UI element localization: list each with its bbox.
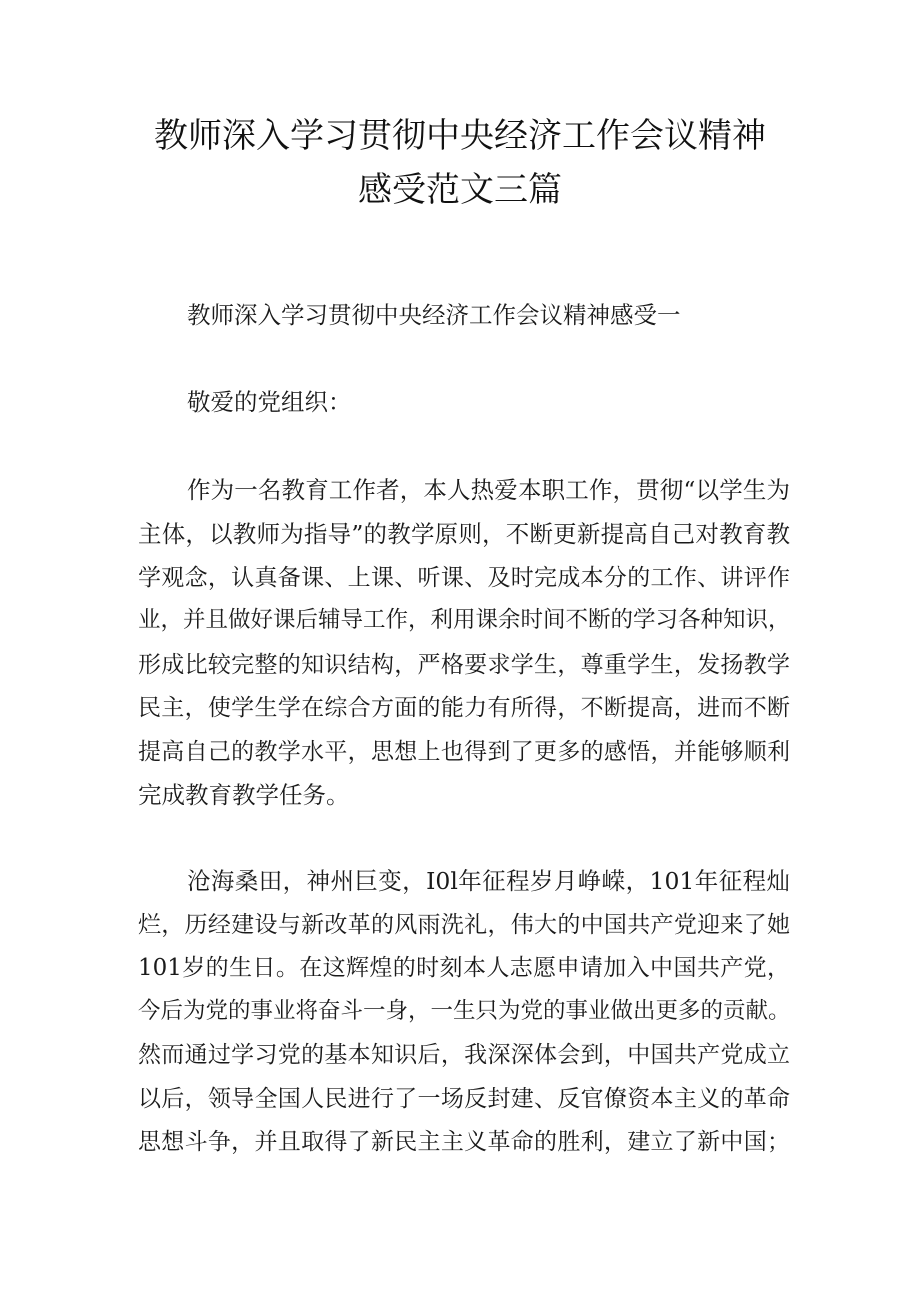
paragraph-1-line-5: 形成比较完整的知识结构，严格要求学生，尊重学生，发扬教学 [138, 652, 790, 678]
paragraph-1-line-7: 提高自己的教学水平，思想上也得到了更多的感悟，并能够顺利 [138, 739, 790, 765]
paragraph-2-line-5: 然而通过学习党的基本知识后，我深深体会到，中国共产党成立 [138, 1042, 790, 1068]
paragraph-2-line-6: 以后，领导全国人民进行了一场反封建、反官僚资本主义的革命 [138, 1086, 790, 1112]
paragraph-1-line-3: 学观念，认真备课、上课、听课、及时完成本分的工作、讲评作 [138, 565, 790, 591]
salutation: 敬爱的党组织： [187, 388, 352, 416]
paragraph-2-line-4: 今后为党的事业将奋斗一身，一生只为党的事业做出更多的贡献。 [138, 998, 791, 1024]
paragraph-2-line-7: 思想斗争，并且取得了新民主主义革命的胜利，建立了新中国； [138, 1129, 790, 1155]
document-title-line-2: 感受范文三篇 [358, 170, 562, 210]
paragraph-1-line-2: 主体，以教师为指导”的教学原则，不断更新提高自己对教育教 [138, 520, 790, 548]
paragraph-1-line-6: 民主，使学生学在综合方面的能力有所得，不断提高，进而不断 [138, 695, 790, 721]
document-title-line-1: 教师深入学习贯彻中央经济工作会议精神 [154, 116, 766, 156]
paragraph-1-line-1: 作为一名教育工作者，本人热爱本职工作，贯彻“以学生为 [187, 476, 790, 504]
section-heading: 教师深入学习贯彻中央经济工作会议精神感受一 [187, 301, 681, 329]
paragraph-1-line-8: 完成教育教学任务。 [138, 781, 350, 809]
paragraph-2-line-3: 101岁的生日。在这辉煌的时刻本人志愿申请加入中国共产党， [138, 955, 790, 981]
paragraph-1-line-4: 业，并且做好课后辅导工作，利用课余时间不断的学习各种知识， [138, 607, 791, 633]
paragraph-2-line-1: 沧海桑田，神州巨变，I0l年征程岁月峥嵘，101年征程灿 [187, 867, 790, 895]
paragraph-2-line-2: 烂，历经建设与新改革的风雨洗礼，伟大的中国共产党迎来了她 [138, 912, 790, 938]
